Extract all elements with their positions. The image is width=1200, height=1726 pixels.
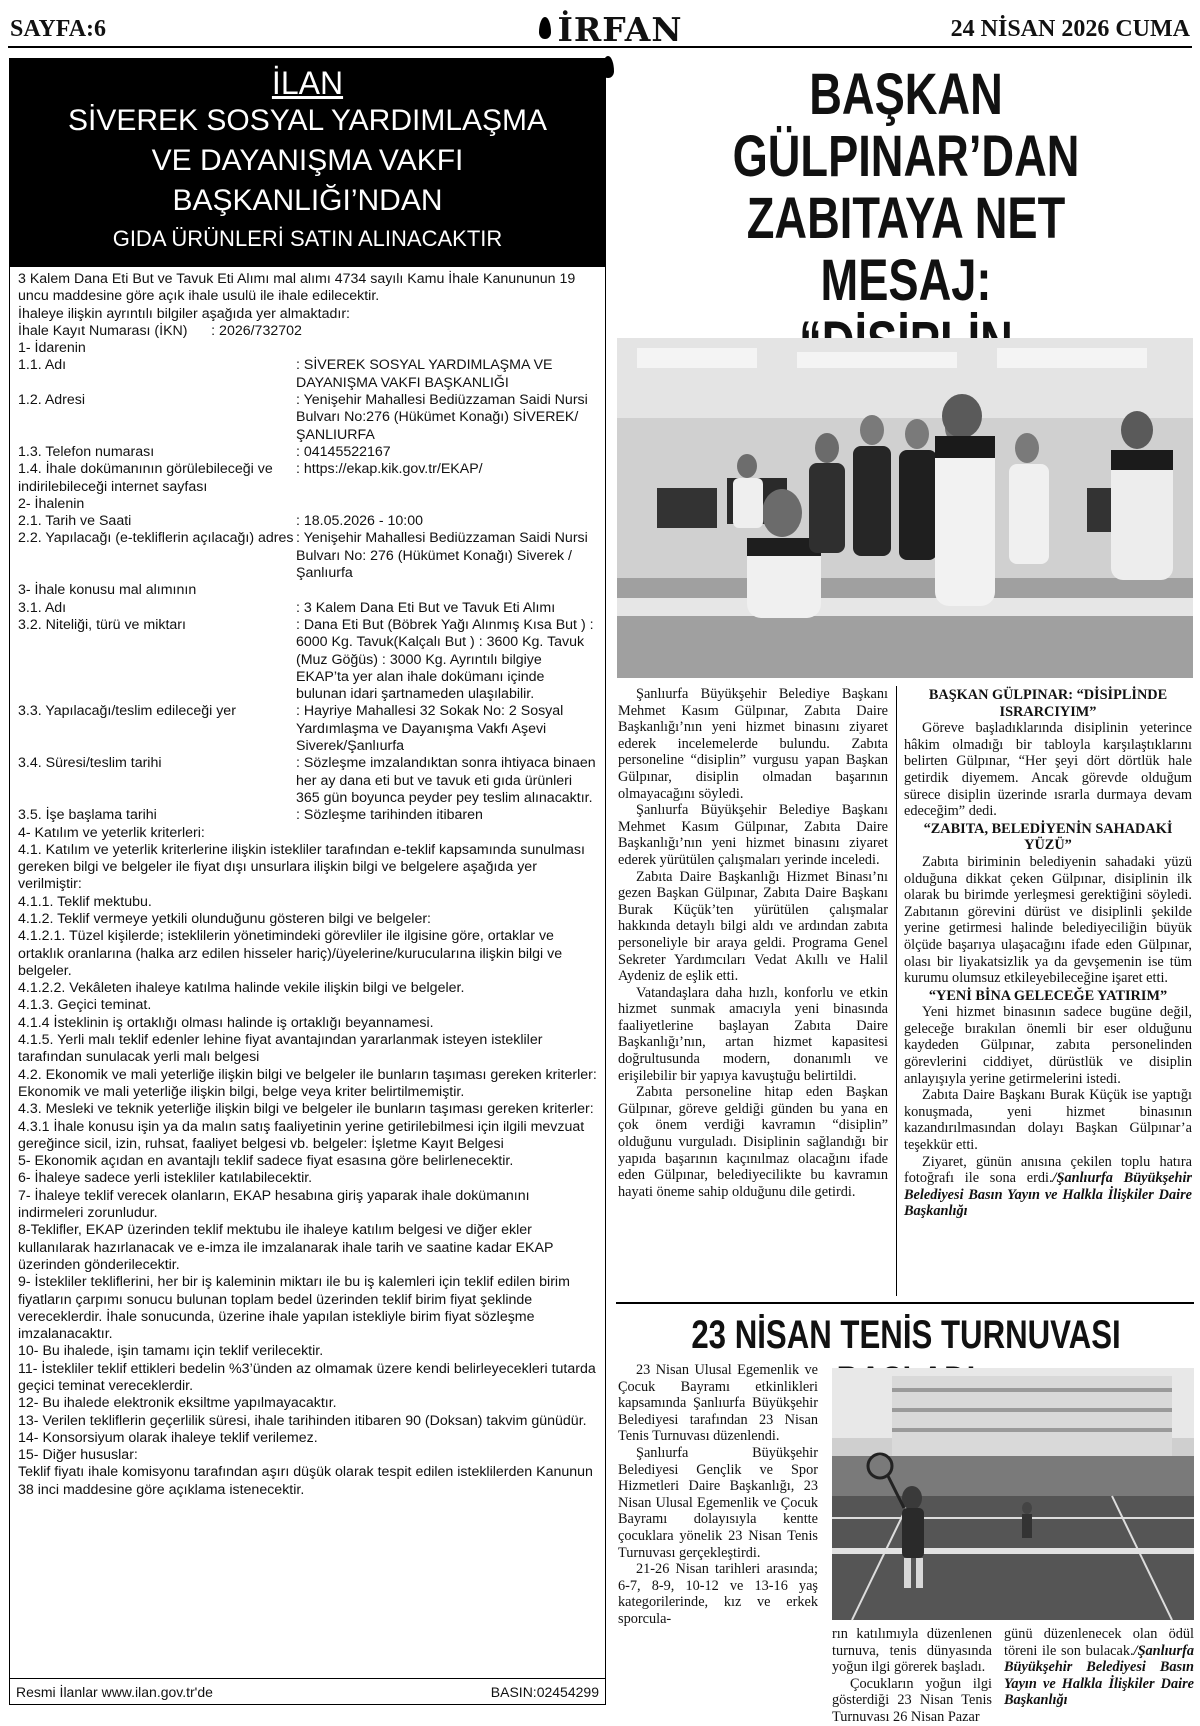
notice-paragraph: 4.3.1 İhale konusu işin ya da malın satış faaliyetinin yerine getirilebilmesi için ilgili mevzuat gereğince sicil, izin, ruhsat, faaliyet belgesi vb. belgeler: İşletme Kayıt Belgesi	[18, 1118, 585, 1152]
notice-row-value: : Yenişehir Mahallesi Bediüzzaman Saidi Nursi Bulvarı No:276 (Hükümet Konağı) SİVEREK/ŞANLIURFA	[296, 392, 588, 443]
notice-row	[18, 496, 597, 513]
article-paragraph: Çocukların yoğun ilgi gösterdiği 23 Nisan Tenis Turnuvası 26 Nisan Pazar	[832, 1675, 992, 1725]
notice-row-label: 2.1. Tarih ve Saati	[18, 513, 132, 530]
notice-row-value: : Yenişehir Mahallesi Bediüzzaman Saidi Nursi Bulvarı No: 276 (Hükümet Konağı) Siverek / Şanlıurfa	[296, 530, 588, 582]
tender-notice	[9, 58, 606, 1705]
article-paragraph: Zabıta personeline hitap eden Başkan Gülpınar, göreve geldiği günden bu yana en çok önem verdiği kavramın “disiplin” olduğunu vurguladı. Disiplinin sağlandığı bir yapıda başarının kaçınılmaz olacağını ifade eden Gülpınar, belediyecilikte bu kavramın hayati öneme sahip olduğunu dile getirdi.	[618, 1084, 888, 1200]
notice-row-label: 3.3. Yapılacağı/teslim edileceği yer	[18, 703, 236, 720]
notice-rows	[18, 340, 597, 824]
notice-row-value	[296, 496, 597, 513]
article2-photo	[832, 1368, 1194, 1620]
notice-footer	[10, 1678, 605, 1704]
article-credit: /Şanlıurfa Büyükşehir Belediyesi Basın Yayın ve Halkla İlişkiler Daire Başkanlığı	[904, 1170, 1192, 1220]
notice-paragraph: Teklif fiyatı ihale komisyonu tarafından aşırı düşük olarak tespit edilen isteklilerden Kanunun 38 inci maddesine göre açıklama istenecektir.	[18, 1464, 593, 1498]
notice-row	[18, 600, 597, 617]
notice-paragraph: 4.1.3. Geçici teminat.	[18, 997, 152, 1014]
notice-paragraph: 4.1.4 İsteklinin iş ortaklığı olması halinde iş ortaklığı beyannamesi.	[18, 1014, 434, 1031]
notice-row	[18, 530, 597, 582]
article-paragraph: Zabıta Daire Başkanlığı Hizmet Binası’nı gezen Başkan Gülpınar, Zabıta Daire Başkanı Burak Küçük’ten yürütülen çalışmalar hakkında detaylı bilgi aldı ve ardından zabıta personeliyle bir araya geldi. Programa Genel Sekreter Yardımcıları Vedat Akıllı ve Halil Aydeniz de eşlik etti.	[618, 868, 888, 985]
notice-row-value: : 04145522167	[296, 443, 391, 460]
notice-row	[18, 392, 597, 444]
notice-paragraph: 4- Katılım ve yeterlik kriterleri:	[18, 824, 205, 841]
notice-paragraph: 7- İhaleye teklif verecek olanların, EKAP hesabına giriş yaparak ihale dokümanını indirmeleri zorunludur.	[18, 1187, 530, 1222]
notice-row-label: 1.3. Telefon numarası	[18, 443, 155, 460]
notice-row	[18, 513, 597, 530]
notice-paragraph: 13- Verilen tekliflerin geçerlilik süresi, ihale tarihinden itibaren 90 (Doksan) takvim günüdür.	[18, 1412, 587, 1429]
notice-intro: 3 Kalem Dana Eti But ve Tavuk Eti Alımı mal alımı 4734 sayılı Kamu İhale Kanununun 19 uncu maddesine göre açık ihale usulü ile ihale edilecektir.	[18, 271, 576, 305]
article-paragraph: Zabıta Daire Başkanı Burak Küçük ise yaptığı konuşmada, yeni hizmet binasının kazandırılmasından dolayı Başkan Gülpınar’a teşekkür etti.	[904, 1087, 1192, 1154]
article-paragraph: 21-26 Nisan tarihleri arasında; 6-7, 8-9, 10-12 ve 13-16 yaş kategorilerinde, kız ve erkek sporcula-	[618, 1561, 818, 1627]
notice-row-label: 2.2. Yapılacağı (e-tekliflerin açılacağı) adres	[18, 530, 294, 547]
notice-header	[10, 59, 605, 267]
notice-row-label: 1.2. Adresi	[18, 392, 86, 409]
notice-row-value	[296, 582, 597, 599]
notice-paragraph: Ekonomik ve mali yeterliğe ilişkin bilgi, belge veya kriter belirtilmemiştir.	[18, 1083, 465, 1100]
article-paragraph: Zabıta biriminin belediyenin sahadaki yüzü olduğuna dikkat çeken Gülpınar, disiplinin ilk olarak bu birimde yerleşmesi gerektiğini söyledi. Zabıtanın görevini dürüst ve disiplinli şekilde yerine getirmesi halinde belediyeciliğin büyük ölçüde başarıya ulaşacağını ifade eden Gülpınar, olası bir liyakatsizlik ya da gevşemenin ise tüm kurumu olumsuz etkileyebileceğine işaret etti.	[904, 853, 1192, 987]
column-rule	[896, 686, 897, 1296]
notice-paragraph: 4.2. Ekonomik ve mali yeterliğe ilişkin bilgi ve belgeler ile bunların taşıması gereken kriterler:	[18, 1066, 597, 1083]
article-text: günü düzenlenecek olan ödül töreni ile son bulacak.	[1004, 1626, 1194, 1659]
notice-row-label: 3.2. Niteliği, türü ve miktarı	[18, 616, 186, 633]
notice-paragraph: 15- Diğer hususlar:	[18, 1447, 138, 1464]
page-number: SAYFA:6	[10, 16, 107, 42]
article-paragraph: 23 Nisan Ulusal Egemenlik ve Çocuk Bayramı etkinlikleri kapsamında Şanlıurfa Büyükşehir Belediyesi tarafından 23 Nisan Tenis Turnuvası düzenlendi.	[618, 1362, 818, 1445]
notice-paragraph: 4.1.1. Teklif mektubu.	[18, 893, 152, 910]
notice-org-line: SİVEREK SOSYAL YARDIMLAŞMA	[67, 104, 548, 137]
notice-paragraph: 12- Bu ihalede elektronik eksiltme yapılmayacaktır.	[18, 1395, 337, 1412]
notice-paragraph: 4.1.2.2. Vekâleten ihaleye katılma halinde vekile ilişkin bilgi ve belgeler.	[18, 980, 465, 997]
article-paragraph: Şanlıurfa Büyükşehir Belediye Başkanı Mehmet Kasım Gülpınar, Zabıta Daire Başkanlığı’nın yeni hizmet binasını ziyaret ederek incelemelerde bulundu. Zabıta personeline “disiplin” vurgusu yapan Başkan Gülpınar, disiplin olmadan başarının olmayacağını söyledi.	[618, 686, 888, 802]
notice-row-label: 1.1. Adı	[18, 357, 67, 374]
article1-column-2	[904, 686, 1192, 1306]
notice-row-label: 3.1. Adı	[18, 599, 67, 616]
notice-footer-left: Resmi İlanlar www.ilan.gov.tr'de	[16, 1684, 213, 1700]
article-subheading: “YENİ BİNA GELECEĞE YATIRIM”	[928, 987, 1168, 1004]
notice-row	[18, 703, 597, 755]
notice-row-label: 1.4. İhale dokümanının görülebileceği ve indirilebileceği internet sayfası	[18, 461, 273, 495]
notice-subtitle: GIDA ÜRÜNLERİ SATIN ALINACAKTIR	[112, 226, 503, 251]
article-paragraph: Göreve başladıklarında disiplinin yeterince hâkim olmadığı bir tabloyla karşılaştıklarını belirten Gülpınar, “Her şeyi dört dörtlük hale getirdik diyemem. Ancak görevde olduğum sürece disiplin üzerinde ısrarla durmaya devam edeceğim” dedi.	[904, 720, 1192, 820]
notice-row	[18, 444, 597, 461]
article-paragraph: Şanlıurfa Büyükşehir Belediyesi Gençlik ve Spor Hizmetleri Daire Başkanlığı, 23 Nisan Ulusal Egemenlik ve Çocuk Bayramı dolayısıyla kentte çocuklara yönelik 23 Nisan Tenis Turnuvası gerçekleştirdi.	[618, 1444, 818, 1561]
notice-paragraph: 9- İstekliler tekliflerini, her bir iş kaleminin miktarı ile bu iş kalemleri için teklif edilen birim fiyatların çarpımı sonucu bulunan toplam bedel üzerinden teklif birim fiyat şeklinde vereceklerdir. İhale sonucunda, üzerine ihale yapılan istekliyle birim fiyat sözleşme imzalanacaktır.	[18, 1274, 570, 1343]
notice-row	[18, 340, 597, 357]
notice-paras	[18, 825, 597, 1500]
article2-column-2	[832, 1626, 992, 1725]
notice-row-value: : Hayriye Mahallesi 32 Sokak No: 2 Sosyal Yardımlaşma ve Dayanışma Vakfı Aşevi Siverek/Şanlıurfa	[296, 703, 564, 755]
notice-row-value: : SİVEREK SOSYAL YARDIMLAŞMA VE DAYANIŞMA VAKFI BAŞKANLIĞI	[296, 357, 553, 391]
notice-footer-right: BASIN:02454299	[490, 1684, 599, 1700]
notice-row	[18, 461, 597, 496]
article-paragraph	[1004, 1626, 1194, 1709]
article-paragraph: Şanlıurfa Büyükşehir Belediye Başkanı Mehmet Kasım Gülpınar, Zabıta Daire Başkanlığı’nın yeni hizmet binasını ziyaret ederek yürütülen çalışmaları yerinde inceledi.	[618, 802, 888, 868]
notice-row-value: : Dana Eti But (Böbrek Yağı Alınmış Kısa But ) : 6000 Kg. Tavuk(Kalçalı But ) : 3600 Kg. Tavuk (Muz Göğüs) : 3000 Kg. Ayrıntılı bilgiye EKAP’ta yer alan ihale dokümanı içinde bulunan idari şartnameden ulaşılabilir.	[296, 616, 594, 703]
article1-column-1	[618, 686, 888, 1306]
article2-column-1	[618, 1362, 818, 1707]
notice-paragraph: 11- İstekliler teklif ettikleri bedelin %3’ünden az olmamak üzere kendi belirleyecekleri tutarda geçici teminat vereceklerdir.	[18, 1360, 596, 1394]
notice-row	[18, 755, 597, 807]
notice-paragraph: 4.1. Katılım ve yeterlik kriterlerine ilişkin istekliler tarafından e-teklif kapsamında sunulması gereken bilgi ve belgeler ile fiyat dışı unsurlara ilişkin bilgi ve belgelere aşağıda yer verilmiştir:	[18, 841, 585, 893]
notice-row	[18, 617, 597, 703]
headline-line: ZABITAYA NET MESAJ:	[746, 186, 1066, 313]
notice-row-value: : Sözleşme imzalandıktan sonra ihtiyaca binaen her ay dana eti but ve tavuk eti gıda ürünleri 365 gün boyunca peyder pey teslim alınacaktır.	[296, 755, 596, 806]
notice-row-label: 3- İhale konusu mal alımının	[18, 582, 197, 599]
notice-row-value	[296, 340, 597, 357]
article-credit: /Şanlıurfa Büyükşehir Belediyesi Basın Yayın ve Halkla İlişkiler Daire Başkanlığı	[1004, 1642, 1194, 1709]
headline-line: BAŞKAN GÜLPINAR’DAN	[732, 62, 1080, 189]
notice-row	[18, 807, 597, 824]
notice-row-value: : https://ekap.kik.gov.tr/EKAP/	[296, 461, 483, 478]
notice-org-line: BAŞKANLIĞI’NDAN	[172, 184, 443, 217]
article-text: Ziyaret, günün anısına çekilen toplu hatıra fotoğrafı ile sona erdi.	[904, 1153, 1192, 1187]
notice-body	[10, 267, 605, 1674]
newspaper-logo	[528, 10, 688, 49]
notice-paragraph: 8-Teklifler, EKAP üzerinden teklif mektubu ile ihaleye katılım belgesi ve diğer ekler kullanılarak hazırlanacak ve e-imza ile imzalanarak ihale tarih ve saatine kadar EKAP üzerinden gönderilecektir.	[18, 1222, 554, 1273]
notice-paragraph: 6- İhaleye sadece yerli istekliler katılabilecektir.	[18, 1170, 313, 1187]
logo-text: İRFAN	[557, 10, 683, 49]
notice-row-label: 3.4. Süresi/teslim tarihi	[18, 755, 162, 772]
notice-row	[18, 357, 597, 392]
article-paragraph	[904, 1154, 1192, 1220]
notice-row-label: 2- İhalenin	[18, 495, 85, 512]
notice-title: İLAN	[271, 65, 344, 101]
notice-ikn: İhale Kayıt Numarası (İKN) : 2026/732702	[18, 322, 302, 339]
notice-org-line: VE DAYANIŞMA VAKFI	[151, 144, 464, 177]
article-paragraph: rın katılımıyla düzenlenen turnuva, tenis dünyasında yoğun ilgi görerek başladı.	[832, 1626, 992, 1676]
section-rule	[616, 1302, 1194, 1304]
notice-row-value: : 3 Kalem Dana Eti But ve Tavuk Eti Alımı	[296, 599, 556, 616]
issue-date: 24 NİSAN 2026 CUMA	[950, 16, 1190, 42]
notice-row-label: 3.5. İşe başlama tarihi	[18, 807, 157, 824]
notice-paragraph: 4.3. Mesleki ve teknik yeterliğe ilişkin bilgi ve belgeler ile bunların taşıması gereken kriterler:	[18, 1101, 594, 1118]
notice-row-value: : Sözleşme tarihinden itibaren	[296, 807, 483, 824]
article2-column-3	[1004, 1626, 1194, 1708]
article-paragraph: Yeni hizmet binasının sadece bugüne değil, geleceğe bırakılan önemli bir eser olduğunu kaydeden Gülpınar, zabıta personelinden görevlerini ciddiyet, dürüstlük ve disiplin anlayışıyla yerine getirmelerini istedi.	[904, 1004, 1192, 1087]
notice-paragraph: 4.1.5. Yerli malı teklif edenler lehine fiyat avantajından yararlanmak isteyen istekliler tarafından sunulacak yerli malı belgesi	[18, 1032, 543, 1066]
notice-row	[18, 582, 597, 599]
masthead	[8, 8, 1192, 48]
notice-row-label: 1- İdarenin	[18, 340, 86, 357]
article-subheading: “ZABITA, BELEDİYENİN SAHADAKİ YÜZÜ”	[923, 820, 1173, 854]
leaf-icon	[539, 17, 551, 39]
article2-headline: 23 NİSAN TENİS TURNUVASI	[691, 1313, 1121, 1357]
notice-paragraph: 4.1.2. Teklif vermeye yetkili olunduğunu gösteren bilgi ve belgeler:	[18, 910, 431, 927]
notice-paragraph: 5- Ekonomik açıdan en avantajlı teklif sadece fiyat esasına göre belirlenecektir.	[18, 1153, 514, 1170]
article-paragraph: Vatandaşlara daha hızlı, konforlu ve etkin hizmet sunmak amacıyla yeni binasında faaliyetlerine başlayan Zabıta Daire Başkanlığı’nın, artan hizmet kapasitesi doğrultusunda modern, donanımlı ve erişilebilir bir yapıya kavuştuğu belirtildi.	[618, 984, 888, 1084]
article-subheading: BAŞKAN GÜLPINAR: “DİSİPLİNDE ISRARCIYIM”	[928, 687, 1168, 720]
notice-paragraph: 10- Bu ihalede, işin tamamı için teklif verilecektir.	[18, 1343, 324, 1360]
notice-paragraph: 4.1.2.1. Tüzel kişilerde; isteklilerin yönetimindeki görevliler ile ilgisine göre, ortaklar ve ortaklık oranlarına (halka arz edilen hisseler hariç)/üyelerine/kurucularına ilişkin bilgi ve belgeler.	[18, 928, 563, 979]
article1-photo	[617, 338, 1193, 678]
notice-paragraph: 14- Konsorsiyum olarak ihaleye teklif verilemez.	[18, 1429, 318, 1446]
notice-row-value: : 18.05.2026 - 10:00	[296, 513, 424, 530]
notice-intro2: İhaleye ilişkin ayrıntılı bilgiler aşağıda yer almaktadır:	[18, 305, 350, 322]
